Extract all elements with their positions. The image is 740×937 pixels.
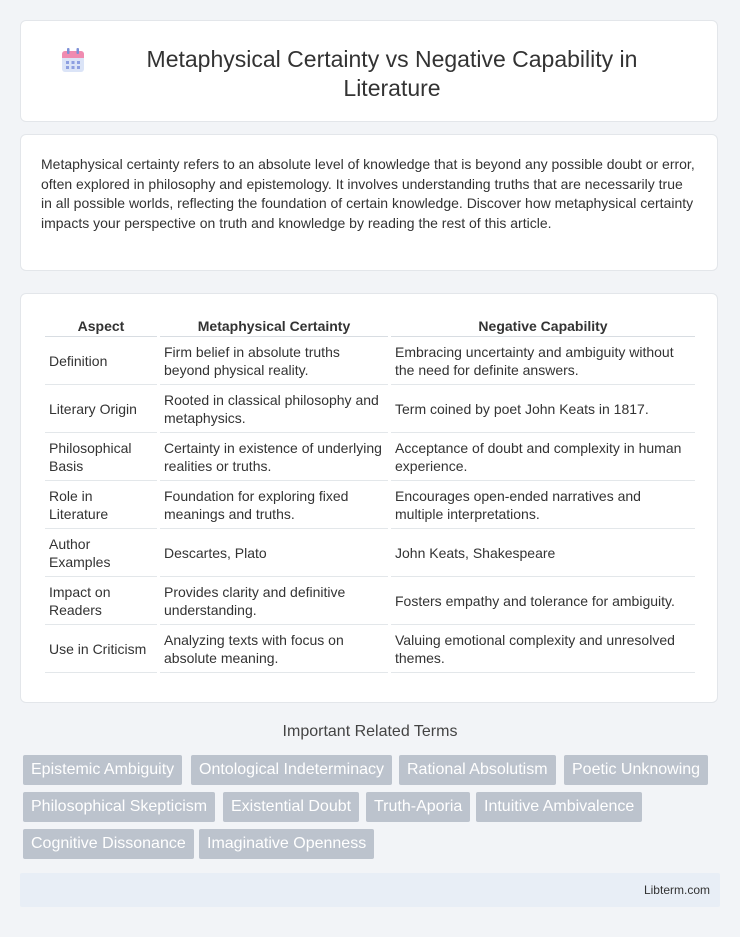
table-row xyxy=(45,529,695,577)
table-cell: Use in Criticism xyxy=(45,625,157,673)
tag-poetic-unknowing[interactable]: Poetic Unknowing xyxy=(564,755,708,785)
table-cell: Rooted in classical philosophy and metaphysics. xyxy=(160,385,388,433)
table-row xyxy=(45,433,695,481)
tag-ontological-indeterminacy[interactable]: Ontological Indeterminacy xyxy=(191,755,392,785)
related-terms-heading: Important Related Terms xyxy=(282,723,458,740)
table-cell: Acceptance of doubt and complexity in human experience. xyxy=(391,433,695,481)
intro-card xyxy=(20,134,718,271)
footer-brand[interactable]: Libterm.com xyxy=(643,883,710,897)
table-cell: John Keats, Shakespeare xyxy=(391,529,695,577)
table-cell: Descartes, Plato xyxy=(160,529,388,577)
tag-rational-absolutism[interactable]: Rational Absolutism xyxy=(399,755,556,785)
table-cell: Provides clarity and definitive understanding. xyxy=(160,577,388,625)
table-cell: Analyzing texts with focus on absolute meaning. xyxy=(160,625,388,673)
footer xyxy=(20,873,720,907)
table-row xyxy=(45,337,695,385)
intro-text: Metaphysical certainty refers to an absolute level of knowledge that is beyond any possible doubt or error, often explored in philosophy and epistemology. It involves understanding truths that are necessarily true in all possible worlds, reflecting the foundation of certain knowledge. Discover how metaphysical certainty impacts your perspective on truth and knowledge by reading the rest of this article. xyxy=(41,156,695,231)
calendar-icon xyxy=(61,47,85,73)
table-cell: Certainty in existence of underlying realities or truths. xyxy=(160,433,388,481)
table-cell: Firm belief in absolute truths beyond physical reality. xyxy=(160,337,388,385)
table-header-row xyxy=(45,314,695,337)
table-cell: Term coined by poet John Keats in 1817. xyxy=(391,385,695,433)
tag-cognitive-dissonance[interactable]: Cognitive Dissonance xyxy=(23,829,194,859)
table-row xyxy=(45,577,695,625)
table-row xyxy=(45,625,695,673)
table-cell: Literary Origin xyxy=(45,385,157,433)
tag-philosophical-skepticism[interactable]: Philosophical Skepticism xyxy=(23,792,215,822)
title-card xyxy=(20,20,718,122)
table-cell: Foundation for exploring fixed meanings and truths. xyxy=(160,481,388,529)
tag-truth-aporia[interactable]: Truth-Aporia xyxy=(366,792,470,822)
tag-intuitive-ambivalence[interactable]: Intuitive Ambivalence xyxy=(476,792,642,822)
comparison-table xyxy=(42,314,698,673)
table-row xyxy=(45,385,695,433)
table-cell: Author Examples xyxy=(45,529,157,577)
table-cell: Embracing uncertainty and ambiguity without the need for definite answers. xyxy=(391,337,695,385)
table-row xyxy=(45,481,695,529)
table-cell: Valuing emotional complexity and unresolved themes. xyxy=(391,625,695,673)
tag-epistemic-ambiguity[interactable]: Epistemic Ambiguity xyxy=(23,755,182,785)
header-metaphysical-certainty: Metaphysical Certainty xyxy=(160,314,388,337)
table-cell: Role in Literature xyxy=(45,481,157,529)
tag-imaginative-openness[interactable]: Imaginative Openness xyxy=(199,829,374,859)
table-cell: Encourages open-ended narratives and multiple interpretations. xyxy=(391,481,695,529)
header-aspect: Aspect xyxy=(45,314,157,337)
table-cell: Definition xyxy=(45,337,157,385)
header-negative-capability: Negative Capability xyxy=(391,314,695,337)
table-cell: Philosophical Basis xyxy=(45,433,157,481)
page-title: Metaphysical Certainty vs Negative Capability in Literature xyxy=(146,46,638,101)
comparison-card xyxy=(20,293,718,703)
table-cell: Impact on Readers xyxy=(45,577,157,625)
table-cell: Fosters empathy and tolerance for ambiguity. xyxy=(391,577,695,625)
tag-existential-doubt[interactable]: Existential Doubt xyxy=(223,792,359,822)
